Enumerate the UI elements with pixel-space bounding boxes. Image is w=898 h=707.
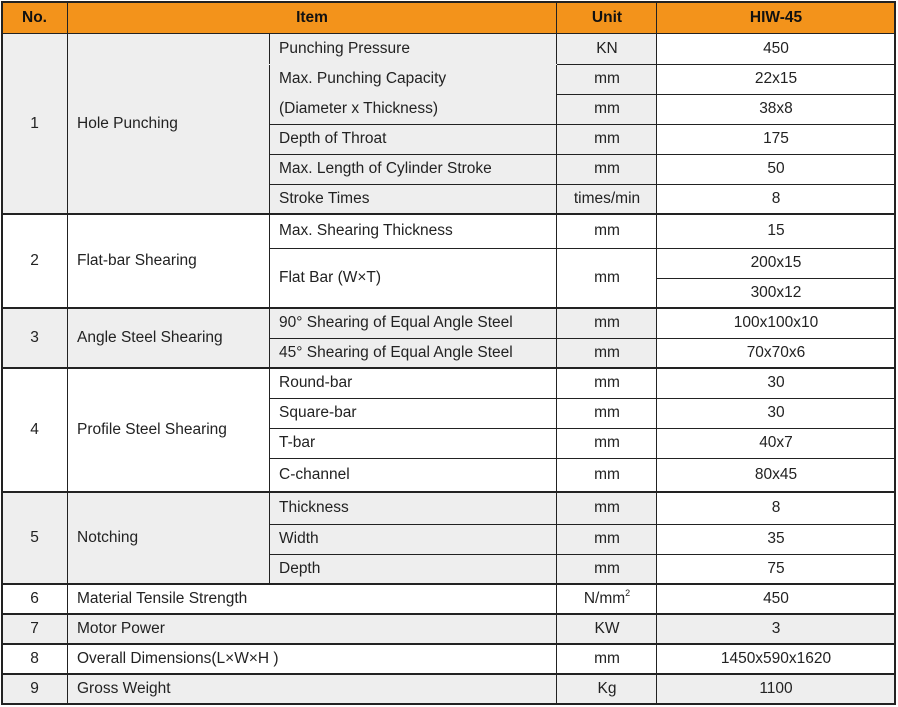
item-label: Motor Power (67, 614, 557, 644)
sub-divider (269, 428, 895, 429)
sub-unit: KN (557, 34, 657, 64)
row-no-9: 9 (2, 674, 67, 704)
sub-divider (269, 64, 557, 65)
col-divider (556, 2, 557, 704)
row-no-2: 2 (2, 214, 67, 308)
sub-divider (269, 458, 895, 459)
header-item: Item (67, 2, 557, 34)
sub-unit: mm (557, 554, 657, 584)
item-value: 1450x590x1620 (657, 644, 895, 674)
row-divider (2, 643, 895, 645)
sub-divider (557, 94, 895, 95)
unit-superscript: 2 (625, 588, 631, 598)
item-unit: Kg (557, 674, 657, 704)
sub-divider (657, 278, 895, 279)
sub-unit: mm (557, 154, 657, 184)
row-divider (2, 613, 895, 615)
row-no-4: 4 (2, 368, 67, 492)
row-no-8: 8 (2, 644, 67, 674)
sub-unit: mm (557, 248, 657, 308)
sub-value: 8 (657, 492, 895, 524)
row-divider (2, 673, 895, 675)
col-divider (656, 2, 657, 704)
table-border (1, 1, 896, 3)
sub-value: 8 (657, 184, 895, 214)
group-label-notching: Notching (67, 492, 269, 584)
sub-label: Thickness (269, 492, 557, 524)
sub-unit: mm (557, 398, 657, 428)
sub-unit: mm (557, 524, 657, 554)
header-model: HIW-45 (657, 2, 895, 34)
sub-value: 300x12 (657, 278, 895, 308)
sub-label: 90° Shearing of Equal Angle Steel (269, 308, 557, 338)
group-label-angle-steel-shearing: Angle Steel Shearing (67, 308, 269, 368)
sub-value: 35 (657, 524, 895, 554)
sub-value: 100x100x10 (657, 308, 895, 338)
sub-divider (269, 524, 895, 525)
sub-unit: mm (557, 94, 657, 124)
item-value: 450 (657, 584, 895, 614)
sub-unit: mm (557, 64, 657, 94)
sub-unit: mm (557, 458, 657, 492)
sub-divider (269, 248, 895, 249)
sub-label: 45° Shearing of Equal Angle Steel (269, 338, 557, 368)
sub-unit: mm (557, 338, 657, 368)
sub-label: T-bar (269, 428, 557, 458)
sub-value: 75 (657, 554, 895, 584)
sub-unit: mm (557, 214, 657, 248)
sub-label: C-channel (269, 458, 557, 492)
item-label: Overall Dimensions(L×W×H ) (67, 644, 557, 674)
table-border (1, 1, 3, 705)
sub-value: 22x15 (657, 64, 895, 94)
col-divider (67, 2, 68, 704)
sub-value: 15 (657, 214, 895, 248)
sub-unit: mm (557, 428, 657, 458)
row-divider (2, 33, 895, 34)
sub-value: 30 (657, 368, 895, 398)
unit-base: N/mm (583, 590, 626, 607)
group-label-flat-bar-shearing: Flat-bar Shearing (67, 214, 269, 308)
item-unit: mm (557, 644, 657, 674)
header-no: No. (2, 2, 67, 34)
sub-value: 200x15 (657, 248, 895, 278)
header-unit: Unit (557, 2, 657, 34)
sub-value: 80x45 (657, 458, 895, 492)
row-no-1: 1 (2, 34, 67, 214)
item-unit (557, 584, 657, 614)
table-border (1, 703, 896, 705)
row-divider (2, 367, 895, 369)
sub-label: Stroke Times (269, 184, 557, 214)
item-label: Material Tensile Strength (67, 584, 557, 614)
sub-label: (Diameter x Thickness) (269, 94, 557, 124)
sub-divider (269, 338, 895, 339)
row-divider (2, 491, 895, 493)
table-border (894, 1, 896, 705)
sub-label: Punching Pressure (269, 34, 557, 64)
row-no-5: 5 (2, 492, 67, 584)
sub-divider (269, 154, 895, 155)
sub-label: Width (269, 524, 557, 554)
sub-value: 38x8 (657, 94, 895, 124)
item-value: 3 (657, 614, 895, 644)
row-no-3: 3 (2, 308, 67, 368)
sub-divider (269, 554, 895, 555)
sub-divider (557, 64, 895, 65)
sub-value: 40x7 (657, 428, 895, 458)
row-no-7: 7 (2, 614, 67, 644)
sub-value: 50 (657, 154, 895, 184)
item-unit: KW (557, 614, 657, 644)
sub-label: Square-bar (269, 398, 557, 428)
sub-label: Max. Length of Cylinder Stroke (269, 154, 557, 184)
row-no-6: 6 (2, 584, 67, 614)
row-divider (2, 583, 895, 585)
sub-label: Round-bar (269, 368, 557, 398)
sub-unit: times/min (557, 184, 657, 214)
group-label-hole-punching: Hole Punching (67, 34, 269, 214)
sub-value: 70x70x6 (657, 338, 895, 368)
sub-unit: mm (557, 492, 657, 524)
group-label-profile-steel-shearing: Profile Steel Shearing (67, 368, 269, 492)
item-label: Gross Weight (67, 674, 557, 704)
sub-label: Depth (269, 554, 557, 584)
sub-unit: mm (557, 124, 657, 154)
sub-value: 175 (657, 124, 895, 154)
row-divider (2, 307, 895, 309)
sub-value: 450 (657, 34, 895, 64)
sub-label: Max. Shearing Thickness (269, 214, 557, 248)
item-value: 1100 (657, 674, 895, 704)
sub-divider (269, 184, 895, 185)
sub-unit: mm (557, 368, 657, 398)
sub-label: Max. Punching Capacity (269, 64, 557, 94)
sub-label: Flat Bar (W×T) (269, 248, 557, 308)
row-divider (2, 213, 895, 215)
sub-label: Depth of Throat (269, 124, 557, 154)
sub-divider (269, 124, 895, 125)
sub-value: 30 (657, 398, 895, 428)
sub-unit: mm (557, 308, 657, 338)
col-divider (269, 34, 270, 584)
sub-divider (269, 398, 895, 399)
